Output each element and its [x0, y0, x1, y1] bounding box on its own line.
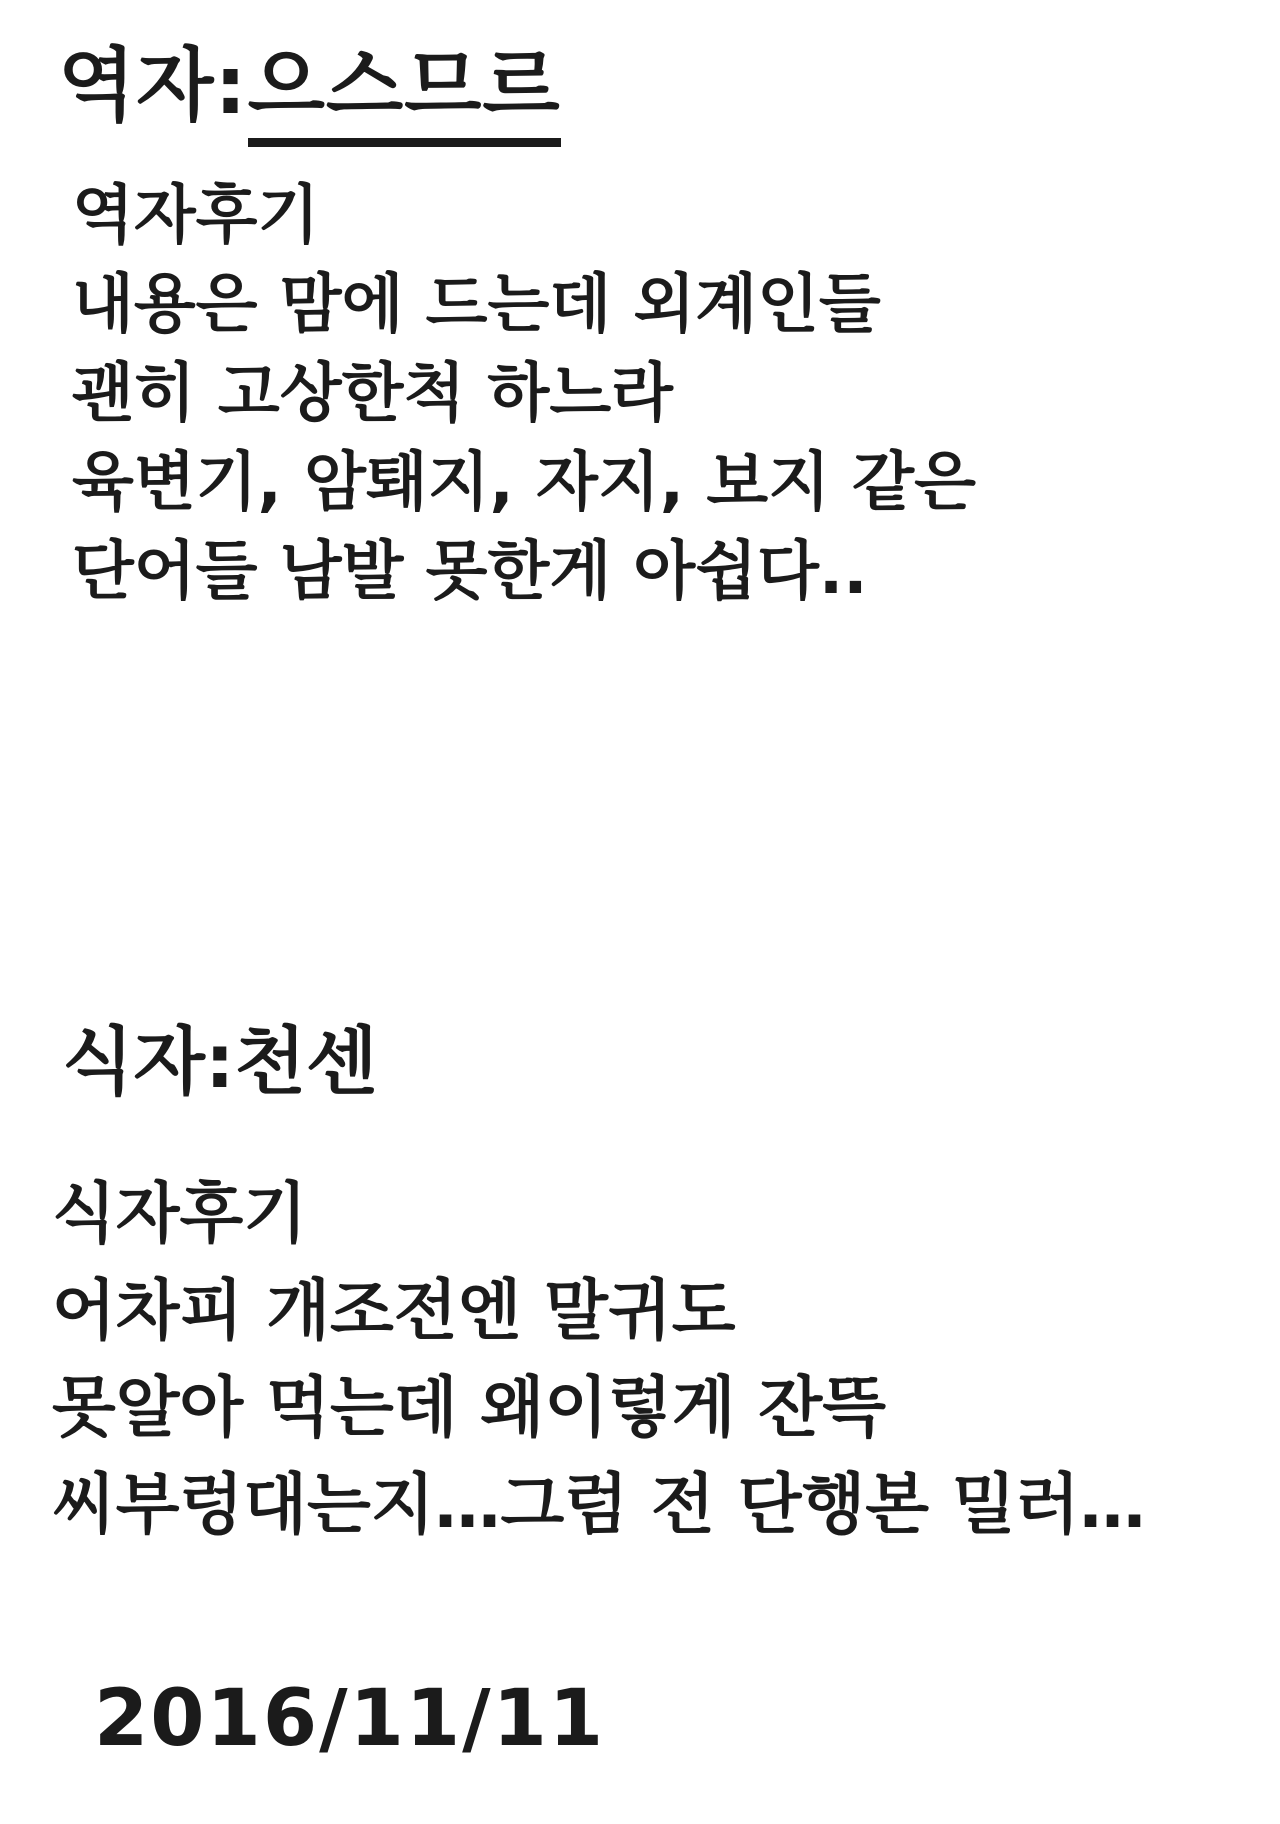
translator-credit-label: 역자: [58, 39, 248, 132]
typesetter-afterword [52, 1165, 1146, 1553]
typesetter-credit [62, 1012, 378, 1112]
translator-credit [58, 36, 561, 147]
afterword-line: 어차피 개조전엔 말귀도 [52, 1272, 736, 1349]
translator-afterword [72, 172, 976, 617]
afterword-line: 단어들 남발 못한게 아쉽다.. [72, 535, 868, 609]
afterword-line: 육변기, 암퇘지, 자지, 보지 같은 [72, 446, 976, 520]
date: 2016/11/11 [94, 1674, 606, 1764]
typesetter-name: 천센 [234, 1019, 378, 1105]
afterword-line: 씨부렁대는지…그럼 전 단행본 밀러… [52, 1466, 1146, 1543]
afterword-line: 괜히 고상한척 하느라 [72, 357, 673, 431]
afterword-line: 내용은 맘에 드는데 외계인들 [72, 268, 881, 342]
translator-name: 으스므르 [248, 36, 561, 147]
translator-afterword-title: 역자후기 [72, 179, 320, 253]
afterword-line: 못알아 먹는데 왜이렇게 잔뜩 [52, 1369, 887, 1446]
typesetter-afterword-title: 식자후기 [52, 1175, 308, 1252]
typesetter-credit-label: 식자: [62, 1019, 235, 1105]
